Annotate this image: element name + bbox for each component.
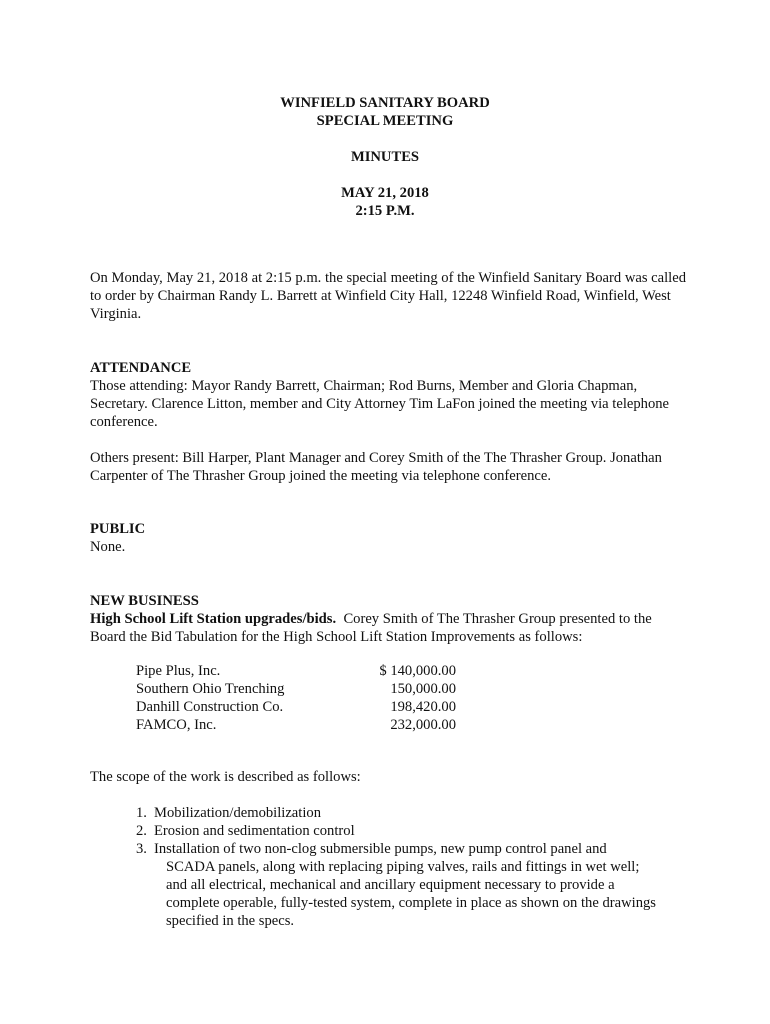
public-heading: PUBLIC — [90, 521, 146, 537]
list-text: Installation of two non-clog submersible pumps, new pump control panel and SCADA panels, along with replacing piping valves, rails and fittings in wet well; and all electrical, mechanical and ancillary equipment necessary to provide a complete operable, fully-tested system, complete in place as shown on the drawings specified in the specs. — [154, 841, 656, 929]
document-title: MINUTES — [350, 149, 420, 165]
bid-amount: 150,000.00 — [390, 681, 456, 697]
list-item — [136, 822, 656, 840]
bid-amount: $ 140,000.00 — [379, 663, 456, 679]
public-section — [90, 520, 690, 556]
attendance-paragraph: Those attending: Mayor Randy Barrett, Chairman; Rod Burns, Member and Gloria Chapman, Secretary. Clarence Litton, member and City Attorney Tim LaFon joined the meeting via telephone conference. — [90, 378, 670, 430]
bid-amount: 198,420.00 — [390, 699, 456, 715]
list-text: Mobilization/demobilization — [154, 805, 321, 821]
scope-list — [136, 804, 656, 930]
public-text: None. — [90, 539, 126, 555]
meeting-type: SPECIAL MEETING — [316, 113, 454, 129]
intro-paragraph: On Monday, May 21, 2018 at 2:15 p.m. the special meeting of the Winfield Sanitary Board was called to order by Chairman Randy L. Barrett at Winfield City Hall, 12248 Winfield Road, Winfield, West Virginia. — [90, 270, 686, 322]
list-item — [136, 804, 656, 822]
bid-row — [136, 680, 456, 698]
item-text: Corey Smith of The Thrasher Group presented to the Board the Bid Tabulation for the High School Lift Station Improvements as follows: — [90, 611, 652, 645]
meeting-date: MAY 21, 2018 — [341, 185, 429, 201]
intro-section — [90, 269, 690, 323]
list-number: 3. — [136, 841, 147, 857]
bidder-name: Danhill Construction Co. — [136, 699, 284, 715]
bid-row — [136, 662, 456, 680]
bidder-name: Southern Ohio Trenching — [136, 681, 285, 697]
list-number: 1. — [136, 805, 147, 821]
board-name: WINFIELD SANITARY BOARD — [280, 95, 490, 111]
bid-row — [136, 698, 456, 716]
document-header — [0, 94, 770, 220]
bid-tabulation — [136, 662, 456, 734]
new-business-heading: NEW BUSINESS — [90, 593, 199, 609]
meeting-time: 2:15 P.M. — [355, 203, 415, 219]
scope-intro: The scope of the work is described as follows: — [90, 769, 361, 785]
bidder-name: Pipe Plus, Inc. — [136, 663, 221, 679]
scope-intro-section — [90, 768, 690, 786]
new-business-section — [90, 592, 690, 646]
list-text: Erosion and sedimentation control — [154, 823, 355, 839]
bid-row — [136, 716, 456, 734]
list-item — [136, 840, 656, 930]
bidder-name: FAMCO, Inc. — [136, 717, 217, 733]
attendance-section — [90, 359, 690, 485]
new-business-item — [90, 610, 690, 646]
list-number: 2. — [136, 823, 147, 839]
attendance-heading: ATTENDANCE — [90, 360, 192, 376]
others-present-paragraph: Others present: Bill Harper, Plant Manager and Corey Smith of the The Thrasher Group. Jonathan Carpenter of The Thrasher Group joined the meeting via telephone conference. — [90, 450, 662, 484]
bid-amount: 232,000.00 — [390, 717, 456, 733]
item-title: High School Lift Station upgrades/bids. — [90, 611, 337, 627]
